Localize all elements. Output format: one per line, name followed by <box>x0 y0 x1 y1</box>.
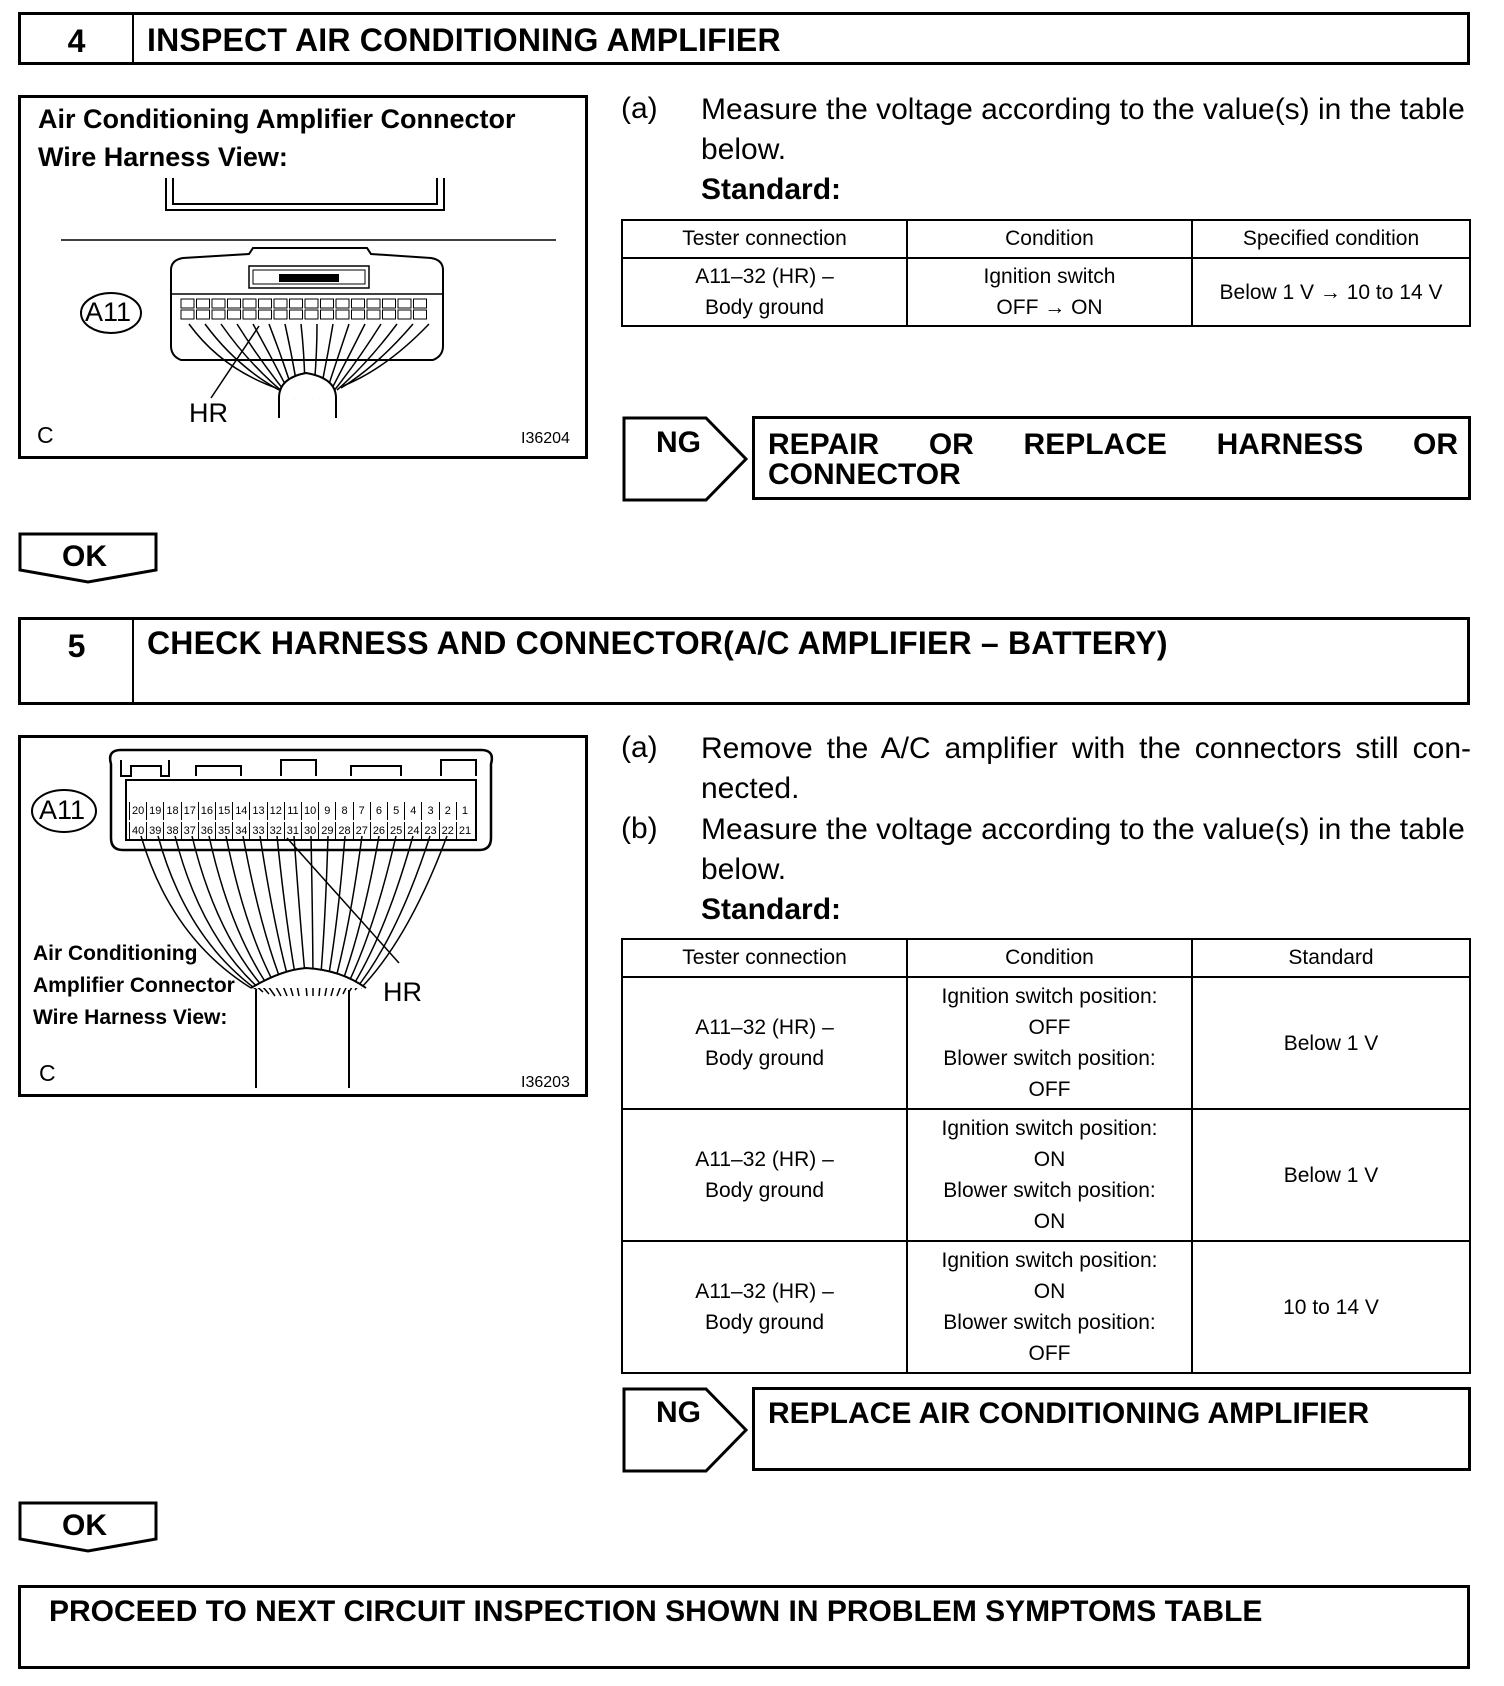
pin-number: 37 <box>181 822 198 840</box>
step-4-spec-table <box>621 219 1471 327</box>
step-5-instruction-a-line1: Remove the A/C amplifier with the connectors still con- <box>701 732 1471 765</box>
table-row <box>622 1109 1470 1241</box>
pin-number: 24 <box>404 822 421 840</box>
step-5-instruction-a-line2: nected. <box>701 772 800 805</box>
connector-a11-drawing <box>21 98 585 456</box>
pin-number: 25 <box>387 822 404 840</box>
pin-number: 12 <box>267 802 284 820</box>
connector-label-a11: A11 <box>39 795 86 825</box>
table-cell-condition: Ignition switch OFF → ON <box>907 258 1192 326</box>
table-cell-condition: Ignition switch position: ON Blower switch position: OFF <box>907 1241 1192 1373</box>
pin-number: 26 <box>370 822 387 840</box>
figure-corner-letter: C <box>39 1060 56 1086</box>
table-cell-condition: Ignition switch position: ON Blower switch position: ON <box>907 1109 1192 1241</box>
pin-row-bottom <box>129 822 473 840</box>
pin-number: 18 <box>163 802 180 820</box>
pin-number: 40 <box>129 822 146 840</box>
pin-number: 11 <box>284 802 301 820</box>
step-5-instruction-b-line2: below. <box>701 853 787 886</box>
figure-corner-letter: C <box>37 422 54 448</box>
pin-number: 7 <box>353 802 370 820</box>
pin-number: 15 <box>215 802 232 820</box>
pin-number: 6 <box>370 802 387 820</box>
connector-label-a11: A11 <box>85 297 132 327</box>
step-5-figure <box>18 735 588 1097</box>
connector-a11-pinout-drawing <box>21 738 585 1094</box>
final-action-text: PROCEED TO NEXT CIRCUIT INSPECTION SHOWN IN PROBLEM SYMPTOMS TABLE <box>49 1595 1263 1628</box>
step-4-instruction-a-label: (a) <box>621 92 658 125</box>
step-4-figure <box>18 95 588 459</box>
pin-number: 5 <box>387 802 404 820</box>
step-5-ng-action-box <box>752 1387 1471 1471</box>
step-5-ng-label: NG <box>656 1396 701 1429</box>
figure-5-title-line2: Amplifier Connector <box>33 974 235 997</box>
step-5-instruction-b-line1: Measure the voltage according to the value(s) in the table <box>701 813 1465 846</box>
pin-number: 20 <box>129 802 146 820</box>
ng-action-line2: CONNECTOR <box>768 458 961 491</box>
step-5-ok-label: OK <box>62 1509 107 1542</box>
terminal-label-hr: HR <box>383 977 422 1007</box>
figure-5-title-line3: Wire Harness View: <box>33 1006 228 1029</box>
pin-number: 23 <box>421 822 438 840</box>
step-5-instruction-a-label: (a) <box>621 731 658 764</box>
table-cell-standard: Below 1 V <box>1192 977 1470 1109</box>
table-cell-connection: A11–32 (HR) – Body ground <box>622 258 907 326</box>
table-cell-specified: Below 1 V → 10 to 14 V <box>1192 258 1470 326</box>
step-4-standard-label: Standard: <box>701 173 842 206</box>
pin-number: 9 <box>318 802 335 820</box>
step-5-spec-table <box>621 938 1471 1374</box>
figure-code: I36203 <box>521 1074 570 1091</box>
table-row <box>622 258 1470 326</box>
figure-code: I36204 <box>521 430 570 447</box>
step-5-title: CHECK HARNESS AND CONNECTOR(A/C AMPLIFIER – BATTERY) <box>147 625 1168 661</box>
step-4-instruction-a-line2: below. <box>701 133 787 166</box>
step-5-number: 5 <box>21 620 134 702</box>
table-header-tester-connection: Tester connection <box>622 939 907 977</box>
pin-number: 3 <box>421 802 438 820</box>
ng-action-text: REPLACE AIR CONDITIONING AMPLIFIER <box>768 1397 1370 1430</box>
pin-number: 2 <box>439 802 456 820</box>
terminal-label-hr: HR <box>189 398 228 428</box>
pin-number: 13 <box>249 802 266 820</box>
table-header-tester-connection: Tester connection <box>622 220 907 258</box>
table-header-standard: Standard <box>1192 939 1470 977</box>
step-4-ng-label: NG <box>656 426 701 459</box>
pin-number: 31 <box>284 822 301 840</box>
table-cell-standard: 10 to 14 V <box>1192 1241 1470 1373</box>
table-header-specified-condition: Specified condition <box>1192 220 1470 258</box>
pin-number: 17 <box>181 802 198 820</box>
step-4-title: INSPECT AIR CONDITIONING AMPLIFIER <box>147 22 781 58</box>
pin-row-top <box>129 802 473 820</box>
pin-number: 28 <box>335 822 352 840</box>
step-5-standard-label: Standard: <box>701 893 842 926</box>
step-5-header <box>18 617 1470 705</box>
step-4-instruction-a-line1: Measure the voltage according to the value(s) in the table <box>701 93 1465 126</box>
pin-number: 39 <box>146 822 163 840</box>
pin-number: 33 <box>249 822 266 840</box>
pin-number: 21 <box>456 822 473 840</box>
step-5-instruction-b-label: (b) <box>621 812 658 845</box>
pin-number: 38 <box>163 822 180 840</box>
pin-number: 35 <box>215 822 232 840</box>
table-row <box>622 1241 1470 1373</box>
pin-number: 30 <box>301 822 318 840</box>
step-4-header <box>18 12 1470 65</box>
table-cell-connection: A11–32 (HR) – Body ground <box>622 1109 907 1241</box>
table-cell-connection: A11–32 (HR) – Body ground <box>622 1241 907 1373</box>
step-4-ng-action-box <box>752 416 1471 500</box>
pin-number: 4 <box>404 802 421 820</box>
step-4-ok-label: OK <box>62 540 107 573</box>
pin-number: 29 <box>318 822 335 840</box>
table-cell-condition: Ignition switch position: OFF Blower switch position: OFF <box>907 977 1192 1109</box>
table-cell-standard: Below 1 V <box>1192 1109 1470 1241</box>
step-4-number: 4 <box>21 15 134 62</box>
figure-5-title-line1: Air Conditioning <box>33 942 198 965</box>
table-row <box>622 977 1470 1109</box>
ng-action-line1: REPAIR OR REPLACE HARNESS OR <box>768 428 1458 461</box>
pin-number: 14 <box>232 802 249 820</box>
pin-number: 1 <box>456 802 473 820</box>
table-header-condition: Condition <box>907 220 1192 258</box>
pin-number: 16 <box>198 802 215 820</box>
final-action-box <box>18 1585 1470 1669</box>
pin-number: 22 <box>439 822 456 840</box>
figure-4-title-line2: Wire Harness View: <box>38 142 288 172</box>
pin-number: 27 <box>353 822 370 840</box>
pin-number: 34 <box>232 822 249 840</box>
table-cell-connection: A11–32 (HR) – Body ground <box>622 977 907 1109</box>
pin-number: 10 <box>301 802 318 820</box>
pin-number: 36 <box>198 822 215 840</box>
pin-number: 19 <box>146 802 163 820</box>
figure-4-title-line1: Air Conditioning Amplifier Connector <box>38 104 516 134</box>
table-header-condition: Condition <box>907 939 1192 977</box>
pin-number: 32 <box>267 822 284 840</box>
pin-number: 8 <box>335 802 352 820</box>
